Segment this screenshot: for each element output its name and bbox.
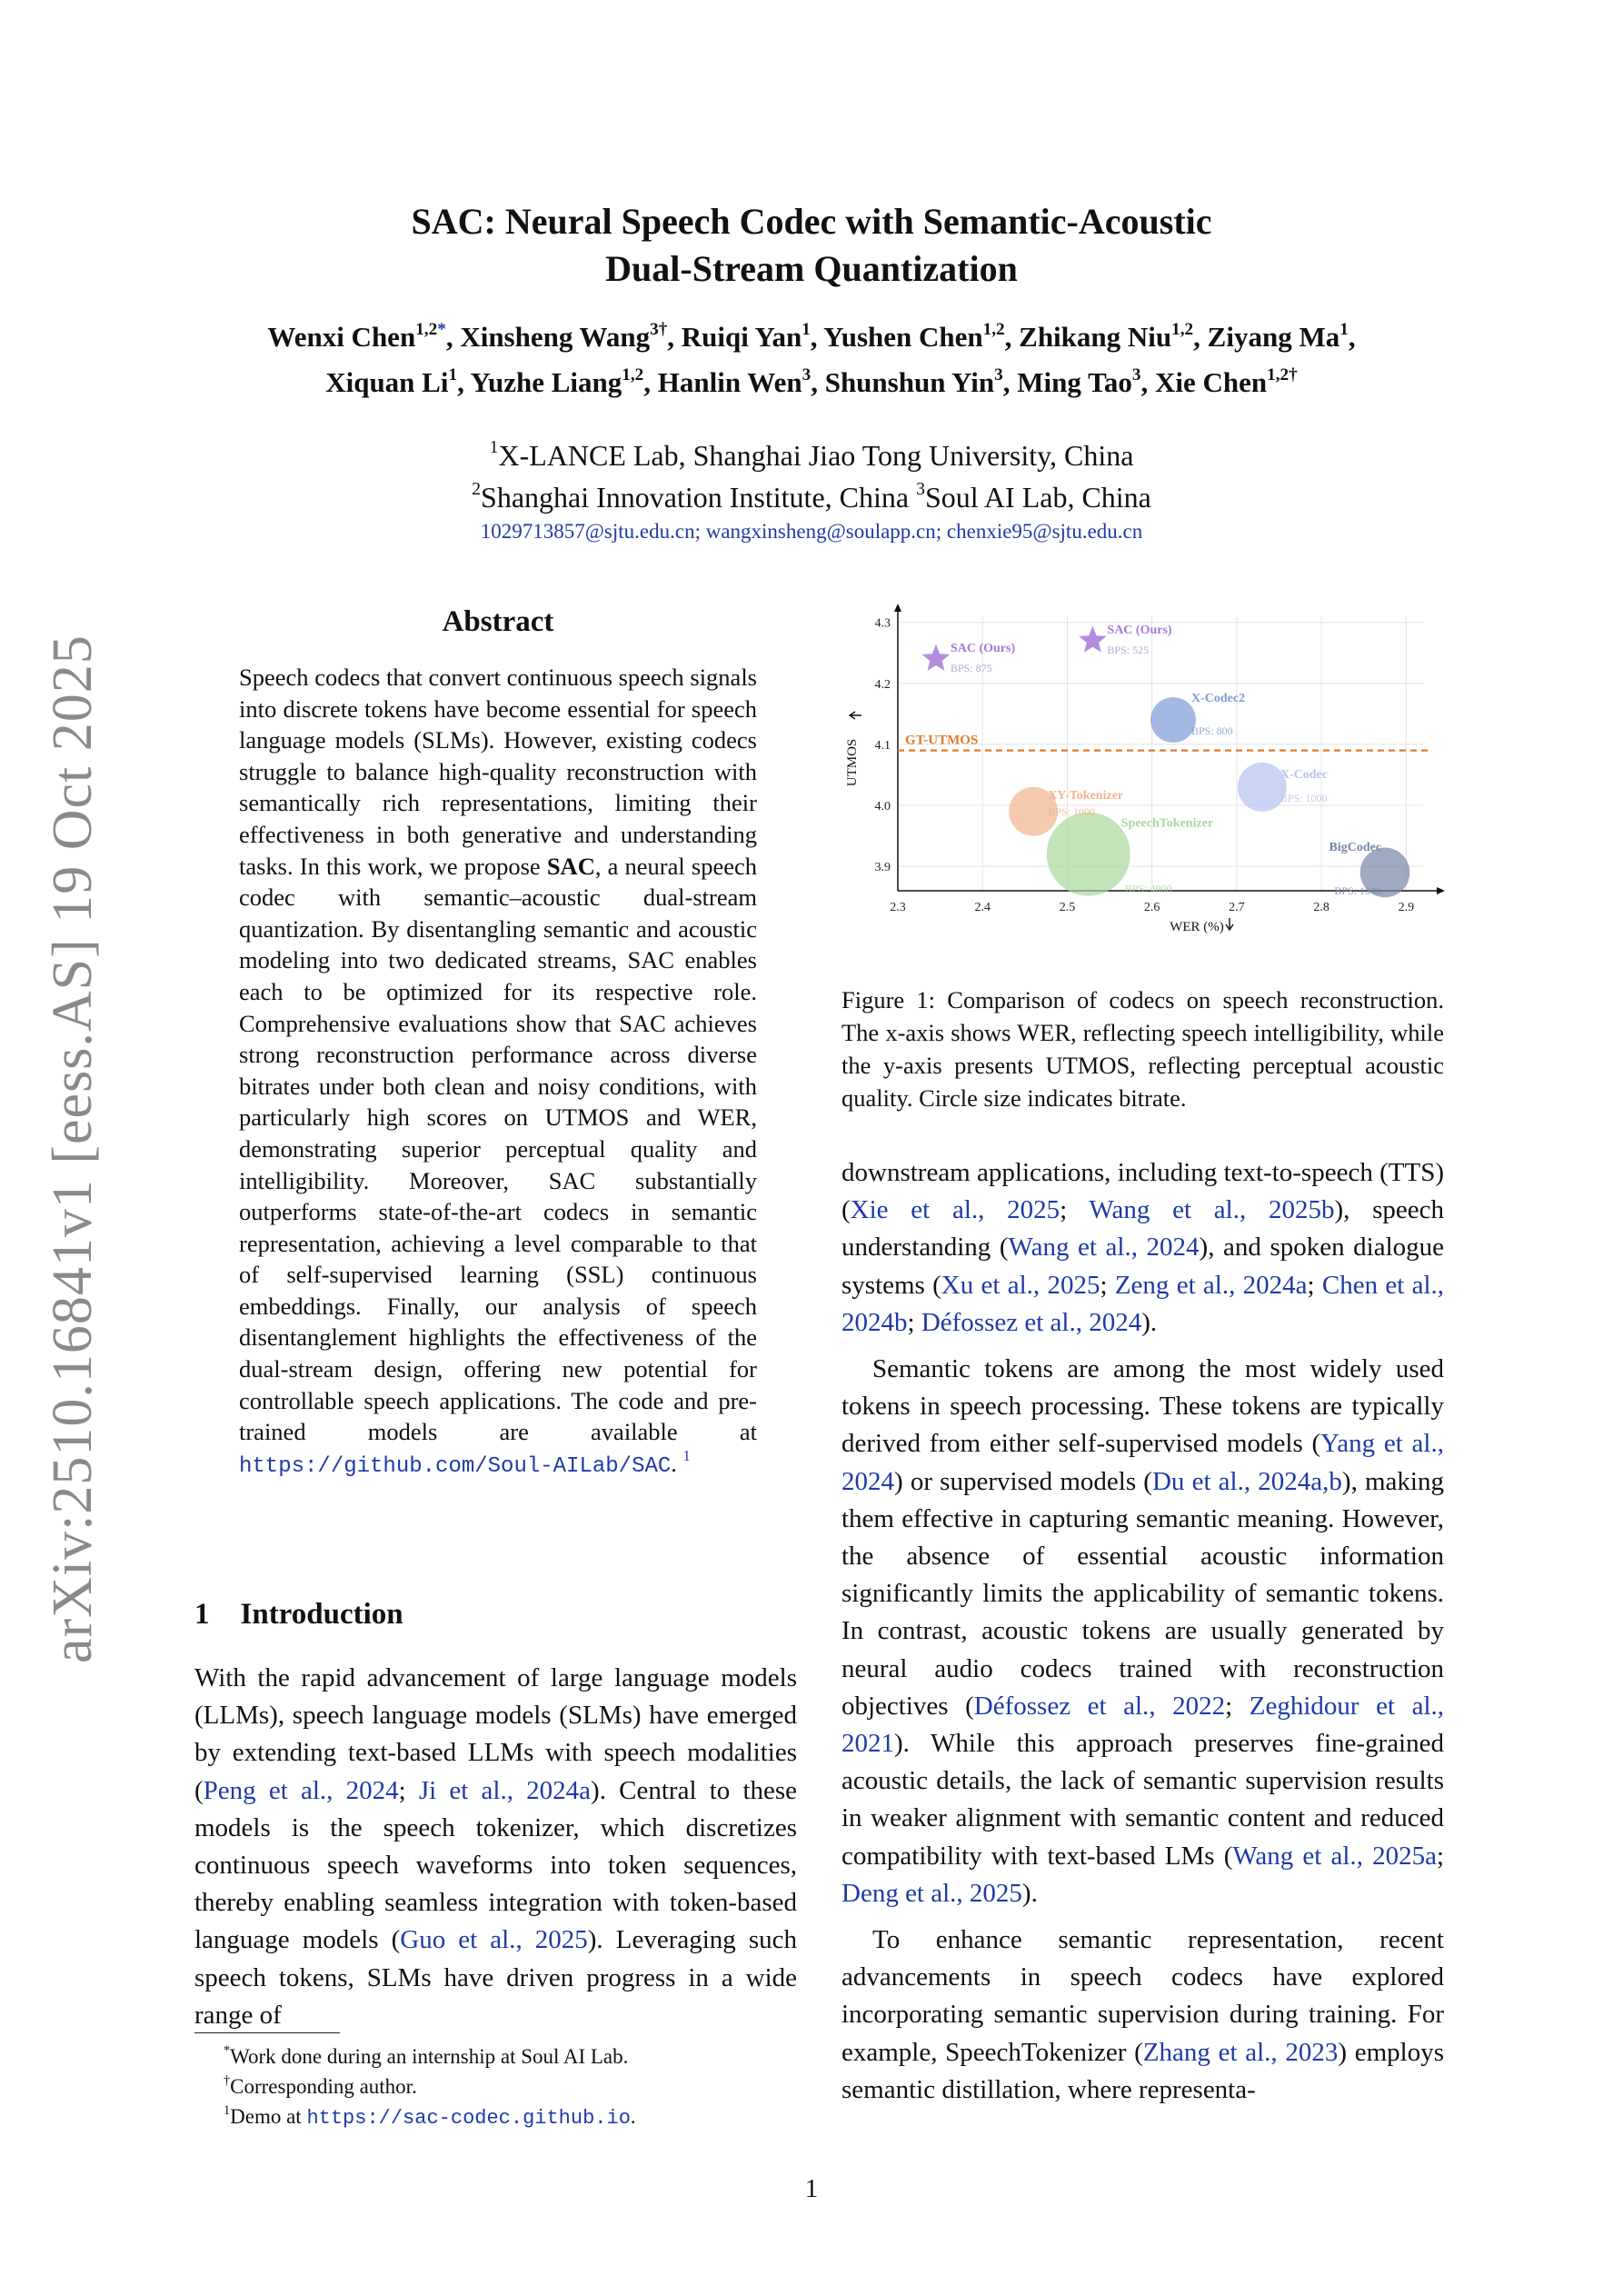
- citation-link[interactable]: Peng et al., 2024: [203, 1775, 399, 1805]
- citation-link[interactable]: Du et al., 2024a,b: [1151, 1466, 1342, 1496]
- point-bps-label: BPS: 875: [950, 661, 992, 674]
- x-axis-arrow: [1437, 887, 1445, 894]
- citation-link[interactable]: Zhang et al., 2023: [1142, 2037, 1339, 2067]
- affiliation-1: $^1$X-LANCE Lab, Shanghai Jiao Tong University, China: [489, 437, 1134, 472]
- arxiv-sidebar-id: arXiv:2510.16841v1 [eess.AS] 19 Oct 2025: [42, 634, 104, 1663]
- codec-circle-point: [1150, 697, 1196, 743]
- citation-link[interactable]: Xu et al., 2025: [941, 1270, 1100, 1300]
- sac-star-point: [1079, 626, 1106, 653]
- author-name: Xie Chen$^{1,2\dagger}$: [1155, 364, 1298, 398]
- author-name: Xinsheng Wang$^{3\dagger}$: [460, 319, 668, 353]
- citation-link[interactable]: Wang et al., 2025a: [1232, 1841, 1437, 1871]
- affiliations: [273, 434, 1350, 518]
- footnote-3: $^1$Demo at https://sac-codec.github.io.: [224, 2102, 636, 2130]
- y-tick-label: 4.0: [874, 800, 891, 814]
- section-heading-introduction: 1 Introduction: [194, 1598, 403, 1631]
- citation-link[interactable]: Yang et al., 2024: [841, 1429, 1444, 1496]
- paragraph: Semantic tokens are among the most widely used tokens in speech processing. These tokens are typically derived from either self-supervised models (Yang et al., 2024) or supervised models (Du et al., 2024a,b), making them effective in capturing semantic meaning. However, the absence of essential acoustic information significantly limits the applicability of semantic tokens. In contrast, acoustic tokens are usually generated by neural audio codecs trained with reconstruction objectives (Défossez et al., 2022; Zeghidour et al., 2021). While this approach preserves fine-grained acoustic details, the lack of semantic supervision results in weaker alignment with semantic content and reduced compatibility with text-based LMs (Wang et al., 2025a; Deng et al., 2025).: [841, 1354, 1445, 1908]
- x-axis-label: WER (%): [1170, 920, 1224, 934]
- point-bps-label: BPS: 525: [1107, 643, 1150, 656]
- point-bps-label: BPS: 800: [1190, 724, 1233, 738]
- x-tick-label: 2.3: [890, 901, 906, 914]
- citation-link[interactable]: Guo et al., 2025: [400, 1925, 588, 1955]
- y-tick-label: 4.2: [874, 677, 891, 692]
- author-name: Yuzhe Liang$^{1,2}$: [470, 364, 644, 398]
- figure-1-caption: Figure 1: Comparison of codecs on speech reconstruction. The x-axis shows WER, reflecting speech intelligibility, while the y-axis presents UTMOS, reflecting perceptual acoustic quality. Circle size indicates bitrate.: [841, 986, 1444, 1112]
- chart-labels: [951, 624, 1381, 897]
- x-tick-label: 2.4: [974, 901, 991, 914]
- figure-1-chart: [834, 600, 1452, 963]
- abstract-heading: Abstract: [442, 605, 554, 638]
- author-name: Hanlin Wen$^3$: [657, 364, 812, 398]
- page-number: 1: [804, 2174, 819, 2203]
- y-tick-label: 4.1: [874, 738, 891, 753]
- x-tick-label: 2.9: [1398, 901, 1415, 914]
- paragraph: To enhance semantic representation, recent advancements in speech codecs have explored incorporating semantic supervision during training. For example, SpeechTokenizer (Zhang et al., 2023) employs semantic distillation, where representa-: [841, 1925, 1445, 2104]
- point-name-label: X-Codec2: [1190, 692, 1246, 706]
- paper-title: [0, 198, 1623, 293]
- citation-link[interactable]: Défossez et al., 2024: [921, 1307, 1142, 1337]
- x-tick-label: 2.6: [1143, 901, 1160, 914]
- title-line-1: SAC: Neural Speech Codec with Semantic-Acoustic: [411, 201, 1212, 242]
- footnote-1: *Work done during an internship at Soul AI Lab.: [224, 2042, 629, 2068]
- affiliation-2: $^2$Shanghai Innovation Institute, China $^3$Soul AI Lab, China: [472, 479, 1151, 514]
- right-column-body: [841, 1154, 1444, 2118]
- citation-link[interactable]: Chen et al., 2024b: [841, 1270, 1445, 1337]
- footnotes: [224, 2041, 787, 2133]
- author-name: Ziyang Ma$^1$: [1207, 319, 1349, 353]
- point-name-label: X-Codec: [1279, 767, 1328, 782]
- point-name-label: SAC (Ours): [950, 641, 1016, 655]
- author-emails[interactable]: 1029713857@sjtu.edu.cn; wangxinsheng@soulapp.cn; chenxie95@sjtu.edu.cn: [480, 520, 1143, 543]
- author-name: Zhikang Niu$^{1,2}$: [1019, 319, 1194, 353]
- sac-bold: SAC: [546, 852, 595, 880]
- point-bps-label: BPS: 1040: [1334, 883, 1382, 897]
- footnote-rule: [194, 2032, 340, 2033]
- point-name-label: BigCodec: [1329, 840, 1382, 854]
- sac-star-point: [922, 644, 950, 671]
- y-axis-arrow: [894, 604, 901, 612]
- citation-link[interactable]: Zeghidour et al., 2021: [841, 1691, 1445, 1759]
- x-tick-label: 2.7: [1229, 901, 1245, 914]
- author-name: Ming Tao$^3$: [1017, 364, 1141, 398]
- point-name-label: XY-Tokenizer: [1048, 788, 1124, 803]
- point-bps-label: BPS: 4000: [1124, 882, 1172, 895]
- citation-link[interactable]: Wang et al., 2025b: [1089, 1195, 1335, 1225]
- chart-points: [922, 623, 1410, 897]
- paragraph: downstream applications, including text-to-speech (TTS) (Xie et al., 2025; Wang et al., 2025b), speech understanding (Wang et al., 2024), and spoken dialogue systems (Xu et al., 2025; Zeng et al., 2024a; Chen et al., 2024b; Défossez et al., 2024).: [841, 1158, 1445, 1337]
- author-name: Wenxi Chen$^{1,2*}$: [267, 319, 446, 353]
- footnote-2: †Corresponding author.: [224, 2072, 417, 2098]
- y-tick-label: 3.9: [874, 861, 891, 875]
- point-bps-label: BPS: 1000: [1279, 791, 1328, 804]
- introduction-body: With the rapid advancement of large language models (LLMs), speech language models (SLMs) have emerged by extending text-based LLMs with speech modalities (Peng et al., 2024; Ji et al., 2024a). Central to these models is the speech tokenizer, which discretizes continuous speech waveforms into token sequences, thereby enabling seamless integration with token-based language models (Guo et al., 2025). Leveraging such speech tokens, SLMs have driven progress in a wide range of: [194, 1663, 798, 2030]
- author-name: Shunshun Yin$^3$: [824, 364, 1003, 398]
- citation-link[interactable]: Xie et al., 2025: [850, 1195, 1060, 1225]
- demo-link[interactable]: https://sac-codec.github.io: [306, 2107, 631, 2130]
- citation-link[interactable]: Ji et al., 2024a: [418, 1775, 592, 1805]
- x-tick-label: 2.8: [1313, 901, 1329, 914]
- citation-link[interactable]: Wang et al., 2024: [1008, 1233, 1200, 1263]
- y-axis-up-arrow: [850, 712, 861, 719]
- point-name-label: SAC (Ours): [1107, 623, 1172, 637]
- x-tick-label: 2.5: [1059, 901, 1076, 914]
- point-bps-label: BPS: 1000: [1048, 804, 1095, 818]
- github-link[interactable]: https://github.com/Soul-AILab/SAC: [239, 1453, 672, 1479]
- point-name-label: SpeechTokenizer: [1120, 816, 1214, 831]
- author-name: Ruiqi Yan$^1$: [681, 319, 811, 353]
- author-name: Xiquan Li$^1$: [325, 364, 458, 398]
- title-line-2: Dual-Stream Quantization: [605, 248, 1018, 289]
- x-axis-down-arrow: [1226, 918, 1233, 930]
- author-list: Wenxi Chen$^{1,2*}$, Xinsheng Wang$^{3\dagger}$, Ruiqi Yan$^1$, Yushen Chen$^{1,2}$, Zhikang Niu$^{1,2}$, Ziyang Ma$^1$, Xiquan Li$^1$, Yuzhe Liang$^{1,2}$, Hanlin Wen$^3$, Shunshun Yin$^3$, Ming Tao$^3$, Xie Chen$^{1,2\dagger}$: [267, 319, 1356, 398]
- codec-circle-point: [1047, 813, 1130, 896]
- y-tick-label: 4.3: [874, 616, 891, 631]
- citation-link[interactable]: Deng et al., 2025: [841, 1878, 1022, 1908]
- y-axis-label: UTMOS: [845, 738, 860, 787]
- gt-utmos-label: GT-UTMOS: [905, 733, 979, 748]
- codec-circle-point: [1238, 763, 1287, 812]
- citation-link[interactable]: Défossez et al., 2022: [973, 1691, 1226, 1721]
- citation-link[interactable]: Zeng et al., 2024a: [1114, 1270, 1308, 1300]
- author-name: Yushen Chen$^{1,2}$: [823, 319, 1005, 353]
- footnote-ref[interactable]: 1: [682, 1447, 691, 1465]
- abstract-body: Speech codecs that convert continuous speech signals into discrete tokens have become essential for speech language models (SLMs). However, existing codecs struggle to balance high-quality reconstruction with semantically rich representations, limiting their effectiveness in both generative and understanding tasks. In this work, we propose SAC, a neural speech codec with semantic–acoustic dual-stream quantization. By disentangling semantic and acoustic modeling into two dedicated streams, SAC enables each to be optimized for its respective role. Comprehensive evaluations show that SAC achieves strong reconstruction performance across diverse bitrates under both clean and noisy conditions, with particularly high scores on UTMOS and WER, demonstrating superior perceptual quality and intelligibility. Moreover, SAC substantially outperforms state-of-the-art codecs in semantic representation, achieving a level comparable to that of self-supervised learning (SSL) continuous embeddings. Finally, our analysis of speech disentanglement highlights the effectiveness of the dual-stream design, offering new potential for controllable speech applications. The code and pre-trained models are available at https://github.com/Soul-AILab/SAC. $^1$: [239, 664, 757, 1479]
